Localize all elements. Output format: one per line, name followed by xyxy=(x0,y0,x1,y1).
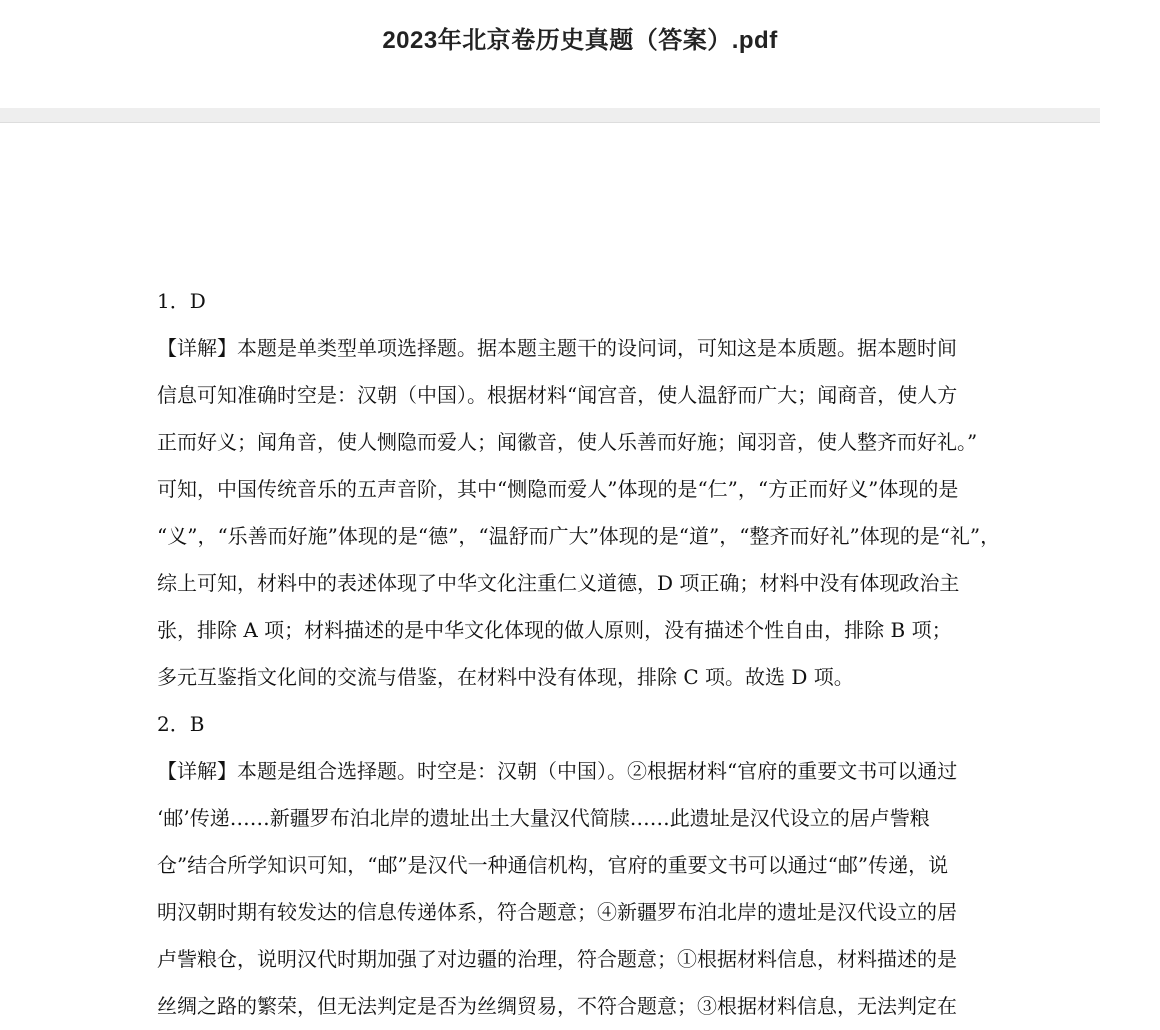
text-line: 明汉朝时期有较发达的信息传递体系，符合题意；④新疆罗布泊北岸的遗址是汉代设立的居 xyxy=(157,900,957,924)
answer-heading-1: 1．D xyxy=(157,289,206,313)
page-text xyxy=(157,278,1001,1030)
text-line: 卢訾粮仓，说明汉代时期加强了对边疆的治理，符合题意；①根据材料信息，材料描述的是 xyxy=(157,947,957,971)
answer-heading-2: 2．B xyxy=(157,712,205,736)
text-line: 正而好义；闻角音，使人恻隐而爱人；闻徽音，使人乐善而好施；闻羽音，使人整齐而好礼。” xyxy=(157,430,978,454)
text-line: 信息可知准确时空是：汉朝（中国）。根据材料“闻宫音，使人温舒而广大；闻商音，使人方 xyxy=(157,383,958,407)
pdf-page[interactable] xyxy=(0,123,1100,1018)
text-line: 丝绸之路的繁荣，但无法判定是否为丝绸贸易，不符合题意；③根据材料信息，无法判定在 xyxy=(157,994,957,1018)
page-separator xyxy=(0,108,1100,123)
text-line: ‘邮’传递……新疆罗布泊北岸的遗址出土大量汉代简牍……此遗址是汉代设立的居卢訾粮 xyxy=(157,806,930,830)
text-line: 【详解】本题是单类型单项选择题。据本题主题干的设问词，可知这是本质题。据本题时间 xyxy=(157,336,957,360)
document-title: 2023年北京卷历史真题（答案）.pdf xyxy=(382,27,778,54)
text-line: “义”，“乐善而好施”体现的是“德”，“温舒而广大”体现的是“道”，“整齐而好礼”体现的是“礼”， xyxy=(157,524,1001,548)
text-line: 【详解】本题是组合选择题。时空是：汉朝（中国）。②根据材料“官府的重要文书可以通过 xyxy=(157,759,958,783)
text-line: 可知，中国传统音乐的五声音阶，其中“恻隐而爱人”体现的是“仁”，“方正而好义”体现的是 xyxy=(157,477,959,501)
text-line: 仓”结合所学知识可知，“邮”是汉代一种通信机构，官府的重要文书可以通过“邮”传递，说 xyxy=(157,853,949,877)
text-line: 张，排除 A 项；材料描述的是中华文化体现的做人原则，没有描述个性自由，排除 B 项； xyxy=(157,618,952,642)
document-title-bar xyxy=(0,0,1100,108)
text-line: 多元互鉴指文化间的交流与借鉴，在材料中没有体现，排除 C 项。故选 D 项。 xyxy=(157,665,854,689)
text-line: 综上可知，材料中的表述体现了中华文化注重仁义道德，D 项正确；材料中没有体现政治主 xyxy=(157,571,960,595)
